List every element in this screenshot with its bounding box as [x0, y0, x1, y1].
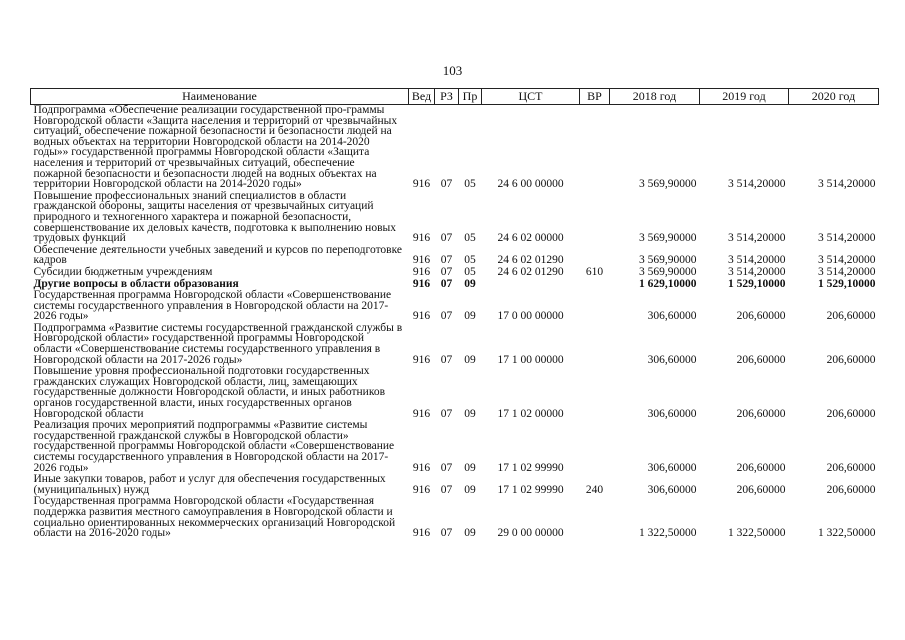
header-name: Наименование	[31, 89, 409, 105]
cell-vr	[580, 496, 610, 539]
cell-rz: 07	[440, 232, 453, 245]
table-row	[31, 290, 879, 323]
cell-2019: 1 322,50000	[728, 527, 786, 540]
cell-2020: 206,60000	[826, 310, 876, 323]
cell-pr: 09	[464, 483, 476, 496]
cell-2020: 1 322,50000	[818, 527, 876, 540]
budget-table	[30, 88, 879, 540]
cell-cst	[482, 279, 580, 291]
cell-name: Повышение профессиональных знаний специалистов в области гражданской обороны, защиты населения от чрезвычайных ситуаций природного и техногенного характера и пожарной безопасности, совершенствование их деловых качеств, подготовка к выполнению новых трудовых функций	[33, 189, 396, 245]
cell-rz: 07	[440, 407, 453, 420]
cell-2019: 206,60000	[736, 310, 786, 323]
table-row	[31, 245, 879, 267]
cell-cst: 24 6 02 01290	[497, 265, 564, 278]
cell-2019: 206,60000	[736, 353, 786, 366]
cell-rz: 07	[440, 461, 453, 474]
cell-2018: 3 569,90000	[639, 178, 697, 191]
cell-2020: 206,60000	[826, 461, 876, 474]
cell-vr	[580, 245, 610, 267]
header-vr: ВР	[580, 89, 610, 105]
cell-pr: 09	[464, 407, 476, 420]
cell-rz: 07	[440, 527, 453, 540]
table-body	[31, 105, 879, 540]
cell-cst: 17 1 02 99990	[497, 483, 564, 496]
cell-rz: 07	[440, 254, 453, 267]
cell-cst: 17 1 02 99990	[497, 461, 564, 474]
cell-2019: 206,60000	[736, 407, 786, 420]
cell-pr: 09	[464, 277, 476, 290]
cell-pr: 05	[464, 265, 476, 278]
cell-ved: 916	[412, 310, 431, 323]
cell-cst: 24 6 00 00000	[497, 178, 564, 191]
cell-name: Подпрограмма «Обеспечение реализации государственной про-граммы Новгородской области «Защита населения и территорий от чрезвычайных ситуаций, обеспечение пожарной безопасности и безопасности людей на водных объектах на территории Новгородской области на 2014-2020 годы»» государственной программы Новгородской области «Защита населения и территорий от чрезвычайных ситуаций, обеспечение пожарной безопасности и безопасности людей на водных объектах на территории Новгородской области на 2014-2020 годы»	[33, 104, 398, 191]
table-row	[31, 191, 879, 245]
table-header-row	[31, 89, 879, 105]
cell-ved: 916	[412, 527, 431, 540]
cell-vr	[580, 105, 610, 191]
cell-pr: 09	[464, 527, 476, 540]
cell-rz: 07	[440, 265, 453, 278]
cell-2020: 3 514,20000	[818, 254, 876, 267]
cell-name: Другие вопросы в области образования	[33, 277, 239, 290]
cell-rz: 07	[440, 178, 453, 191]
cell-vr: 240	[585, 483, 604, 496]
cell-2018: 3 569,90000	[639, 232, 697, 245]
cell-2020: 206,60000	[826, 483, 876, 496]
cell-name: Обеспечение деятельности учебных заведений и курсов по переподготовке кадров	[33, 243, 403, 267]
cell-2020: 206,60000	[826, 353, 876, 366]
cell-ved: 916	[412, 483, 431, 496]
cell-2019: 3 514,20000	[728, 232, 786, 245]
cell-vr: 610	[585, 265, 604, 278]
cell-2019: 206,60000	[736, 461, 786, 474]
cell-2019: 1 529,10000	[728, 277, 786, 290]
cell-ved: 916	[412, 461, 431, 474]
cell-vr	[580, 290, 610, 323]
table-row	[31, 105, 879, 191]
cell-2018: 306,60000	[647, 310, 697, 323]
header-ved: Вед	[409, 89, 435, 105]
header-2019: 2019 год	[700, 89, 789, 105]
cell-rz: 07	[440, 353, 453, 366]
cell-name: Подпрограмма «Развитие системы государственной гражданской службы в Новгородской области» государственной программы Новгородской области «Совершенствование системы государственного управления в Новгородской области на 2017-2026 годы»	[33, 321, 403, 366]
cell-name: Государственная программа Новгородской области «Совершенствование системы государственного управления в Новгородской области на 2017-2026 годы»	[33, 289, 392, 323]
cell-2018: 306,60000	[647, 461, 697, 474]
cell-pr: 05	[464, 254, 476, 267]
cell-name: Государственная программа Новгородской области «Государственная поддержка развития местного самоуправления в Новгородской области и социально ориентированных некоммерческих организаций Новгородской области на 2016-2020 годы»	[33, 495, 396, 540]
cell-ved: 916	[412, 232, 431, 245]
cell-2020: 206,60000	[826, 407, 876, 420]
cell-ved: 916	[412, 353, 431, 366]
table-row	[31, 323, 879, 366]
cell-ved: 916	[412, 407, 431, 420]
cell-2018: 306,60000	[647, 483, 697, 496]
table-row	[31, 366, 879, 420]
cell-pr: 09	[464, 310, 476, 323]
header-pr: Пр	[459, 89, 482, 105]
cell-name: Повышение уровня профессиональной подготовки государственных гражданских служащих Новгородской области, лиц, замещающих государственные должности Новгородской области, и иных работников органов государственной власти, иных государственных органов Новгородской области	[33, 365, 386, 420]
table-row	[31, 420, 879, 474]
cell-2018: 1 322,50000	[639, 527, 697, 540]
table-row	[31, 474, 879, 496]
header-2018: 2018 год	[610, 89, 700, 105]
cell-pr: 05	[464, 178, 476, 191]
cell-2018: 306,60000	[647, 407, 697, 420]
cell-pr: 09	[464, 353, 476, 366]
cell-2019: 206,60000	[736, 483, 786, 496]
cell-name: Субсидии бюджетным учреждениям	[33, 265, 213, 278]
cell-cst: 17 1 02 00000	[497, 407, 564, 420]
cell-vr	[580, 323, 610, 366]
cell-cst: 24 6 02 00000	[497, 232, 564, 245]
cell-ved: 916	[412, 254, 431, 267]
cell-cst: 24 6 02 01290	[497, 254, 564, 267]
cell-name: Иные закупки товаров, работ и услуг для обеспечения государственных (муниципальных) нужд	[33, 473, 386, 496]
cell-2018: 3 569,90000	[639, 254, 697, 267]
cell-rz: 07	[440, 483, 453, 496]
cell-vr	[580, 279, 610, 291]
header-cst: ЦСТ	[482, 89, 580, 105]
header-2020: 2020 год	[789, 89, 879, 105]
cell-pr: 05	[464, 232, 476, 245]
cell-2019: 3 514,20000	[728, 265, 786, 278]
cell-2018: 3 569,90000	[639, 265, 697, 278]
cell-2018: 306,60000	[647, 353, 697, 366]
cell-2020: 3 514,20000	[818, 178, 876, 191]
cell-2018: 1 629,10000	[639, 277, 697, 290]
cell-cst: 17 1 00 00000	[497, 353, 564, 366]
cell-name: Реализация прочих мероприятий подпрограммы «Развитие системы государственной гражданской службы в Новгородской области» государственной программы Новгородской области «Совершенствование системы государственного управления в Новгородской области на 2017-2026 годы»	[33, 419, 395, 474]
cell-2019: 3 514,20000	[728, 178, 786, 191]
cell-ved: 916	[412, 265, 431, 278]
cell-cst: 29 0 00 00000	[497, 527, 564, 540]
cell-ved: 916	[412, 277, 431, 290]
cell-2020: 3 514,20000	[818, 232, 876, 245]
cell-vr	[580, 420, 610, 474]
cell-2020: 1 529,10000	[818, 277, 876, 290]
table-row	[31, 496, 879, 539]
cell-ved: 916	[412, 178, 431, 191]
cell-2020: 3 514,20000	[818, 265, 876, 278]
cell-rz: 07	[440, 277, 453, 290]
cell-pr: 09	[464, 461, 476, 474]
header-rz: РЗ	[435, 89, 459, 105]
table-row	[31, 267, 879, 279]
cell-vr	[580, 191, 610, 245]
page-number: 103	[442, 63, 463, 78]
cell-2019: 3 514,20000	[728, 254, 786, 267]
cell-vr	[580, 366, 610, 420]
cell-rz: 07	[440, 310, 453, 323]
cell-cst: 17 0 00 00000	[497, 310, 564, 323]
